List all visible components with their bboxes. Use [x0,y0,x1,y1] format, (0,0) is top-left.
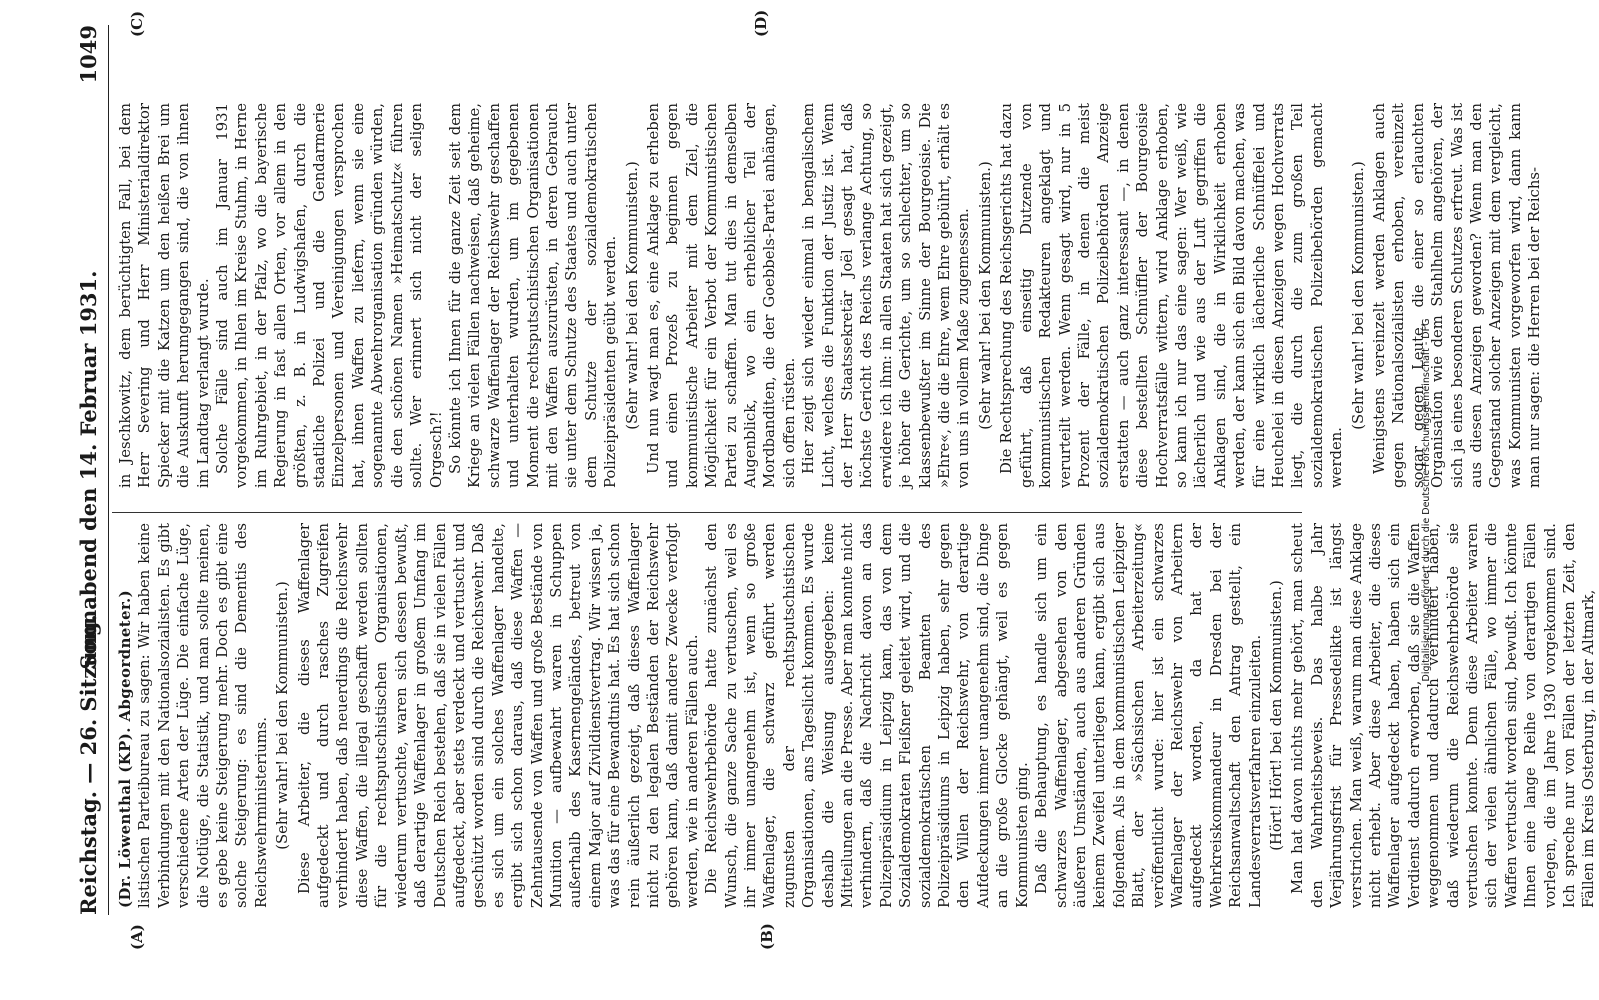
paragraph: listischen Parteibureau zu sagen: Wir haben keine Verbindungen mit den Nationalsozialisten. Es gibt verschiedene Arten der Lüge. Die einfache Lüge, die Notlüge, die Statistik, und man sollte meinen, es gebe keine Steigerung mehr. Doch es gibt eine solche Steigerung: es sind die Dementis des Reichswehrministeriums. [136,523,270,908]
margin-marker-c: (C) [128,10,146,37]
paragraph: So könnte ich Ihnen für die ganze Zeit seit dem Kriege an vielen Fällen nachweisen, daß geheime, schwarze Waffenlager der Reichswehr geschaffen und unterhalten wurden, um im gegebenen Moment die rechtsputschistischen Organisationen mit den Waffen auszurüsten, in deren Gebrauch sie unter dem Schutze des Staates und auch unter dem Schutze der sozialdemokratischen Polizeipräsidenten geübt werden. [446,103,620,488]
left-column [116,523,1599,908]
interjection: (Sehr wahr! bei den Kommunisten.) [274,581,292,850]
right-column [116,103,1545,488]
interjection: (Sehr wahr! bei den Kommunisten.) [623,161,641,430]
header-left: Reichstag. — 26. Sitzung. [76,614,101,915]
paragraph: Diese Arbeiter, die dieses Waffenlager aufgedeckt und durch rasches Zugreifen verhindert haben, daß neuerdings die Reichswehr diese Waffen, die illegal geschafft werden sollten für die rechtsputschistischen Organisationen, wiederum vertuschte, waren sich dessen bewußt, daß derartige Waffenlager in großem Umfang im Deutschen Reich bestehen, daß sie in vielen Fällen aufgedeckt, aber stets verdeckt und vertuscht und geschützt worden sind durch die Reichswehr. Daß es sich um ein solches Waffenlager handelte, ergibt sich schon daraus, daß diese Waffen — Zehntausende von Waffen und große Bestände von Munition — aufbewahrt waren in Schuppen außerhalb des Kasernengeländes, betreut von einem Major auf Zivildienstvertrag. Wir wissen ja, was das für eine Bewandtnis hat. Es hat sich schon rein äußerlich gezeigt, daß dieses Waffenlager nicht zu den legalen Beständen der Reichswehr gehören kann, daß damit andere Zwecke verfolgt werden, wie in anderen Fällen auch. [295,523,701,908]
paragraph: Man hat davon nichts mehr gehört, man scheut den Wahrheitsbeweis. Das halbe Jahr Verjährungsfrist für Pressedelikte ist längst verstrichen. Man weiß, warum man diese Anklage nicht erhebt. Aber diese Arbeiter, die dieses Waffenlager aufgedeckt haben, haben sich ein Verdienst dadurch erworben, daß sie die Waffen weggenommen und dadurch verhindert haben, daß wiederum die Reichswehrbehörde sie vertuschen konnte. Denn diese Arbeiter waren sich der vielen ähnlichen Fälle, wo immer die Waffen vertuscht worden sind, bewußt. Ich könnte Ihnen eine lange Reihe von derartigen Fällen vorlegen, die im Jahre 1930 vorgekommen sind. Ich spreche nur von Fällen der letzten Zeit, den Fällen im Kreis Osterburg, in der Altmark, [1289,523,1598,908]
page-number: 1049 [76,25,101,84]
paragraph: Wenigstens vereinzelt werden Anklagen auch gegen Nationalsozialisten erhoben, vereinzelt sogar gegen Leute, die einer so erlauchten Organisation wie dem Stahlhelm angehören, der sich ja eines besonderen Schutzes erfreut. Was ist aus diesen Anzeigen geworden? Wenn man den Gegenstand solcher Anzeigen mit dem vergleicht, was Kommunisten vorgeworfen wird, dann kann man nur sagen: die Herren bei der Reichs- [1371,103,1544,488]
paragraph: Solche Fälle sind auch im Januar 1931 vorgekommen, in Ihlen im Kreise Stuhm, in Herne im Ruhrgebiet, in der Pfalz, wo die bayerische Regierung in fast allen Orten, vor allem in den größten, z. B. in Ludwigshafen, durch die staatliche Polizei und die Gendarmerie Einzelpersonen und Vereinigungen versprochen hat, ihnen Waffen zu liefern, wenn sie eine sogenannte Abwehrorganisation gründen würden, die den schönen Namen »Heimatschutz« führen sollte. Wer erinnert sich nicht der seligen Orgesch?! [214,103,445,488]
digitization-credit [1412,0,1434,1000]
margin-marker-b: (B) [758,923,776,950]
speaker-label: (Dr. Löwenthal (KP). Abgeordneter.) [117,589,134,908]
margin-marker-d: (D) [752,9,770,37]
paragraph: Hier zeigt sich wieder einmal in bengalischem Licht, welches die Funktion der Justiz ist. Wenn der Herr Staatssekretär Joël gesagt hat, daß höchste Gericht des Reichs verlange Achtung, so erwidere ich ihm: in allen Staaten hat sich gezeigt, je höher die Gerichte, um so schlechter, um so klassenbewußter im Sinne der Bourgeoisie. Die »Ehre«, die die Ehre, wem Ehre gebührt, erhält es von uns in vollem Maße zugemessen. [800,103,973,488]
paragraph: Die Reichswehrbehörde hatte zunächst den Wunsch, die ganze Sache zu vertuschen, weil es ihr immer unangenehm ist, wenn so große Waffenlager, die schwarz geführt werden zugunsten der rechtsputschistischen Organisationen, ans Tageslicht kommen. Es wurde deshalb die Weisung ausgegeben: keine Mitteilungen an die Presse. Aber man konnte nicht verhindern, daß die Nachricht davon an das Polizeipräsidium in Leipzig kam, das von dem Sozialdemokraten Fleißner geleitet wird, und die sozialdemokratischen Beamten des Polizeipräsidiums in Leipzig haben, sehr gegen den Willen der Reichswehr, von derartige Aufdeckungen immer unangenehm sind, die Dinge an die große Glocke gehängt, weil es gegen Kommunisten ging. [703,523,1031,908]
paragraph: Die Rechtsprechung des Reichsgerichts hat dazu geführt, daß einseitig Dutzende von kommunistischen Redakteuren angeklagt und verurteilt werden. Wenn gesagt wird, nur in 5 Prozent der Fälle, in denen die meist sozialdemokratischen Polizeibehörden Anzeige erstatten — auch ganz interessant —, in denen diese bestellten Schnüffler der Bourgeoisie Hochverratsfälle wittern, wird Anklage erhoben, so kann ich nur das eine sagen: Wer weiß, wie lächerlich und wie aus der Luft gegriffen die Anklagen sind, die in Wirklichkeit erhoben werden, der kann sich ein Bild davon machen, was für eine wirklich lächerliche Schnüffelei und Heuchelei in diesen Anzeigen wegen Hochverrats liegt, die durch die zum großen Teil sozialdemokratischen Polizeibehörden gemacht werden. [998,103,1346,488]
interjection: (Sehr wahr! bei den Kommunisten.) [1349,161,1367,430]
header-date: Sonnabend den 14. Februar 1931. [76,270,101,670]
interjection: (Sehr wahr! bei den Kommunisten.) [976,161,994,430]
margin-marker-a: (A) [128,924,146,950]
paragraph: Und nun wagt man es, eine Anklage zu erheben und einen Prozeß zu beginnen gegen kommunistische Arbeiter mit dem Ziel, die Möglichkeit für ein Verbot der Kommunistischen Partei zu schaffen. Man tut dies in demselben Augenblick, wo ein erheblicher Teil der Mordbanditen, die der Goebbels-Partei anhängen, sich offen rüsten. [644,103,798,488]
page-header [48,25,104,915]
paragraph: Daß die Behauptung, es handle sich um ein schwarzes Waffenlager, abgesehen von den äußeren Umständen, auch aus anderen Gründen keinem Zweifel unterliegen kann, ergibt sich aus folgendem. Als in dem kommunistischen Leipziger Blatt, der »Sächsischen Arbeiterzeitung« veröffentlicht wurde: hier ist ein schwarzes Waffenlager der Reichswehr von Arbeitern aufgedeckt worden, da hat der Wehrkreiskommandeur in Dresden bei der Reichsanwaltschaft den Antrag gestellt, ein Landesverratsverfahren einzuleiten. [1033,523,1264,908]
header-rule [108,25,109,915]
interjection: (Hört! Hört! bei den Kommunisten.) [1267,580,1285,851]
paragraph: in Jeschkowitz, dem berüchtigten Fall, bei dem Herr Severing und Herr Ministerialdirektor Spiecker mit die Katzen um den heißen Brei um die Auskunft herumgegangen sind, die von ihnen im Landtag verlangt wurde. [117,103,212,488]
digitization-credit-text: Digitalisierung gefördert durch die Deutsche Forschungsgemeinschaft - DFG [1421,318,1432,682]
column-divider [112,512,1302,513]
